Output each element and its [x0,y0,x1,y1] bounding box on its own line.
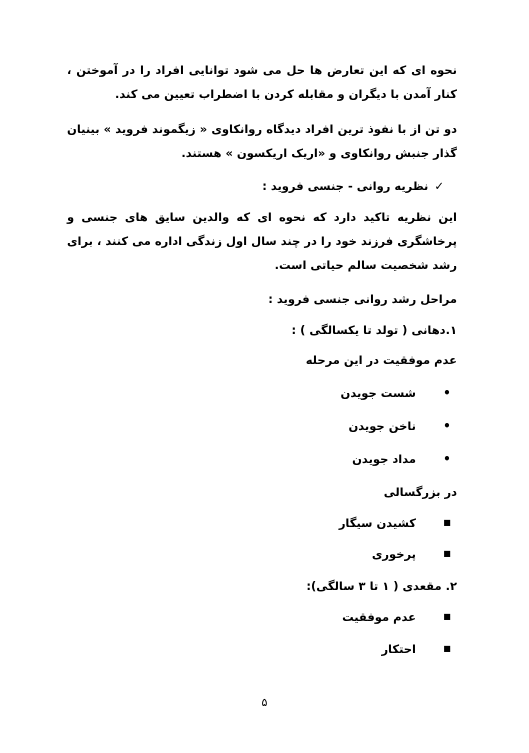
anal-stage-heading: ۲. مقعدی ( ۱ تا ۳ سالگی): [306,579,457,593]
stages-heading: مراحل رشد روانی جنسی فروید : [268,292,457,306]
paragraph-conflict-resolution: نحوه ای که این تعارض ها حل می شود توانایی افراد را در آموختن ، کنار آمدن با دیگران و مقابله کردن با اضطراب تعیین می کند. [67,63,457,101]
page-number: ۵ [261,696,268,709]
square-bullet-icon: ■ [443,612,451,621]
list-item-label: مداد جویدن [352,452,416,466]
paragraph-theory-emphasis: این نظریه تاکید دارد که نحوه ای که والدین سایق های جنسی و پرخاشگری فرزند خود را در چند سال اول زندگی اداره می کنند ، برای رشد شخصیت سالم حیاتی است. [67,210,457,272]
oral-stage-heading: ۱.دهانی ( تولد تا یکسالگی ) : [291,323,457,337]
failure-in-stage-heading: عدم موفقیت در این مرحله [305,353,457,367]
square-bullet-icon: ■ [443,644,451,653]
adulthood-heading: در بزرگسالی [383,485,457,499]
list-item-label: پرخوری [371,547,416,561]
list-item-label: ناخن جویدن [348,419,416,433]
check-icon: ✓ [434,179,444,193]
round-bullet-icon: • [443,386,451,400]
round-bullet-icon: • [443,419,451,433]
list-item-label: شست جویدن [340,386,416,400]
square-bullet-icon: ■ [443,518,451,527]
theory-heading [262,176,444,196]
square-bullet-icon: ■ [443,549,451,558]
round-bullet-icon: • [443,452,451,466]
paragraph-psychoanalytic-figures: دو تن از با نفوذ ترین افراد دیدگاه روانکاوی « زیگموند فروید » بینیان گذار جنبش روانکاوی و «اریک اریکسون » هستند. [67,122,457,160]
list-item-label: احتکار [381,642,416,656]
theory-heading-label: نظریه روانی - جنسی فروید : [262,179,429,193]
list-item-label: عدم موفقیت [342,610,416,624]
list-item-label: کشیدن سیگار [338,516,416,530]
